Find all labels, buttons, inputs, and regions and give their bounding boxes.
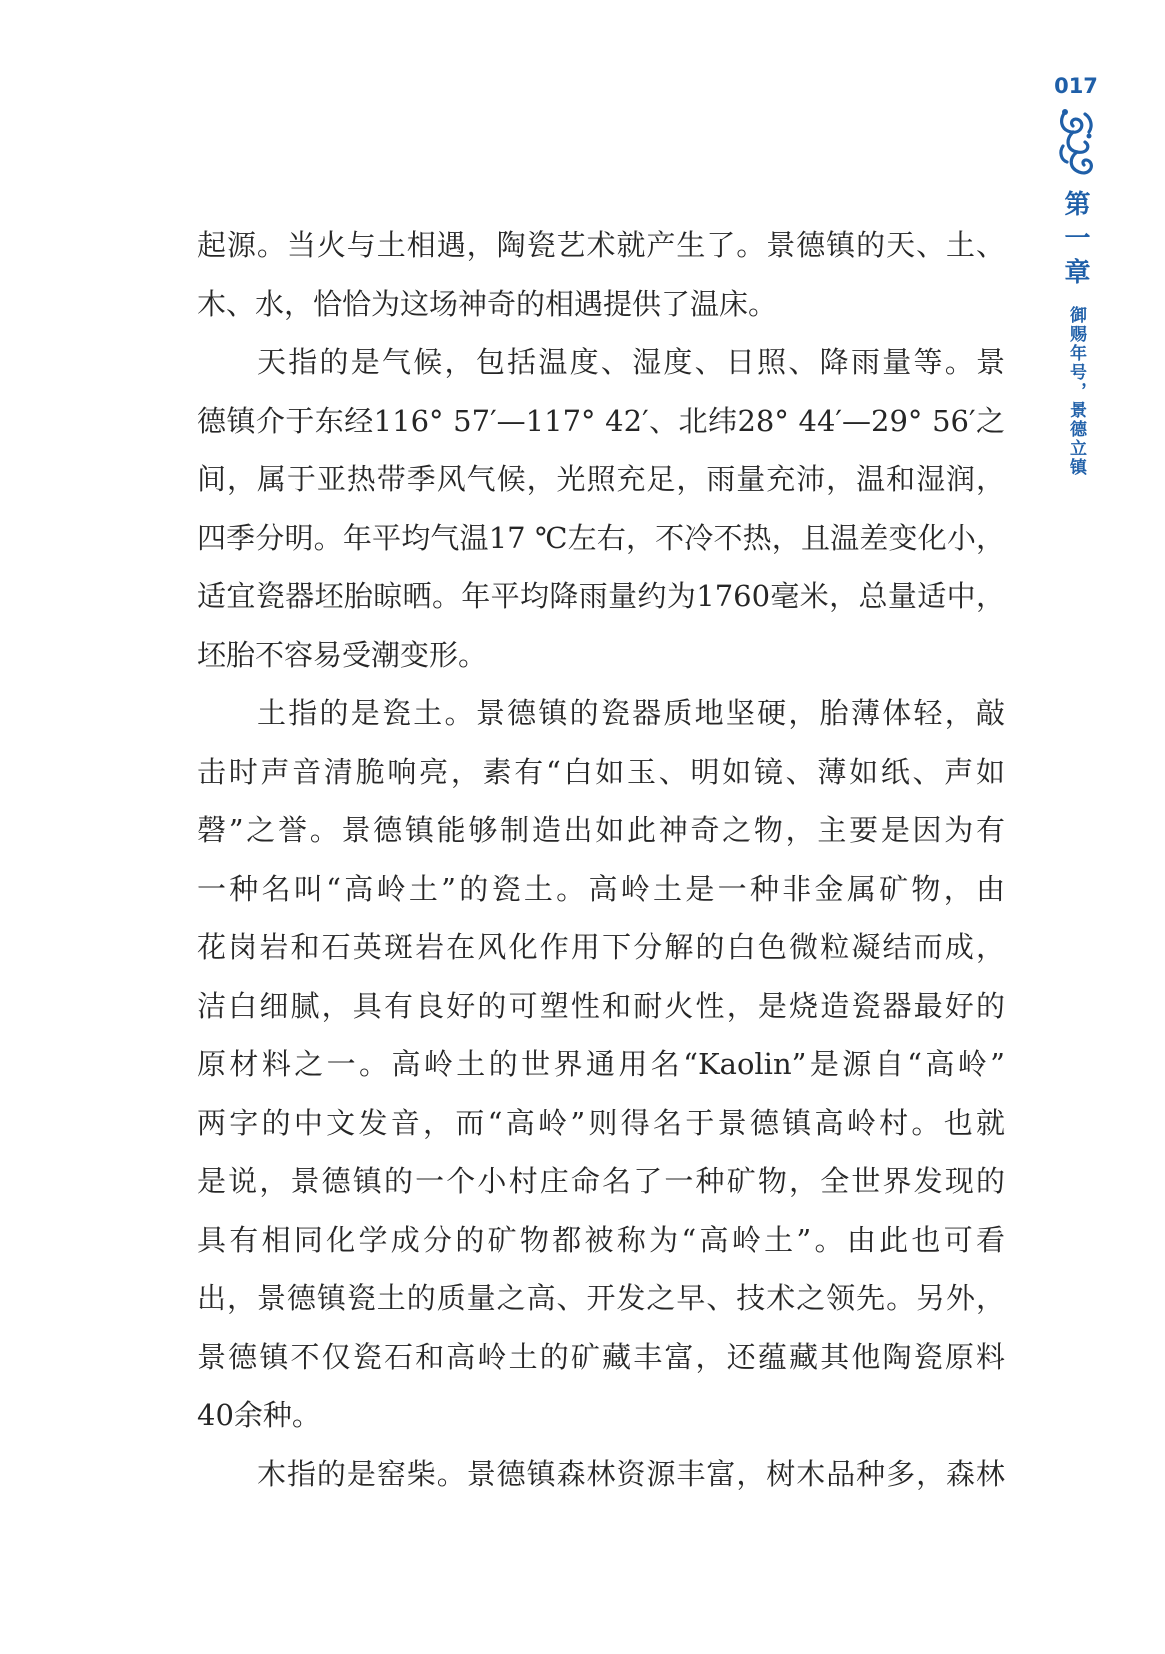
text-line: 花岗岩和石英斑岩在风化作用下分解的白色微粒凝结而成，: [197, 930, 1005, 964]
text-line: 起源。当火与土相遇，陶瓷艺术就产生了。景德镇的天、土、: [197, 228, 1005, 262]
paragraph-first-line: 天指的是气候，包括温度、湿度、日照、降雨量等。景: [257, 345, 1005, 379]
text-line: 是说，景德镇的一个小村庄命名了一种矿物，全世界发现的: [197, 1164, 1005, 1198]
text-line: 具有相同化学成分的矿物都被称为“高岭土”。由此也可看: [197, 1222, 1005, 1257]
chapter-title: 御赐年号，景德立镇: [1066, 306, 1086, 477]
text-line: 击时声音清脆响亮，素有“白如玉、明如镜、薄如纸、声如: [197, 754, 1005, 789]
chapter-label: 第一章: [1060, 190, 1090, 292]
text-line: 德镇介于东经116° 57′—117° 42′、北纬28° 44′—29° 56′之: [197, 403, 1005, 438]
paragraph-first-line: 木指的是窑柴。景德镇森林资源丰富，树木品种多，森林: [257, 1456, 1005, 1491]
text-line: 出，景德镇瓷土的质量之高、开发之早、技术之领先。另外，: [197, 1281, 1005, 1315]
scroll-ornament-icon: [1055, 106, 1099, 178]
text-line: 原材料之一。高岭土的世界通用名“Kaolin”是源自“高岭”: [197, 1047, 1005, 1081]
text-line: 景德镇不仅瓷石和高岭土的矿藏丰富，还蕴藏其他陶瓷原料: [197, 1339, 1005, 1374]
text-line: 坯胎不容易受潮变形。: [197, 637, 488, 672]
text-line: 两字的中文发音，而“高岭”则得名于景德镇高岭村。也就: [197, 1105, 1005, 1140]
page-number: 017: [1054, 74, 1098, 98]
text-line: 40余种。: [197, 1398, 321, 1432]
paragraph-first-line: 土指的是瓷土。景德镇的瓷器质地坚硬，胎薄体轻，敲: [257, 696, 1005, 730]
text-line: 四季分明。年平均气温17 ℃左右，不冷不热，且温差变化小，: [197, 520, 1005, 555]
text-line: 洁白细腻，具有良好的可塑性和耐火性，是烧造瓷器最好的: [197, 988, 1005, 1023]
text-line: 间，属于亚热带季风气候，光照充足，雨量充沛，温和湿润，: [197, 462, 1005, 496]
text-line: 一种名叫“高岭土”的瓷土。高岭土是一种非金属矿物，由: [197, 871, 1005, 906]
body-text: [197, 216, 1005, 1503]
text-line: 适宜瓷器坯胎晾晒。年平均降雨量约为1760毫米，总量适中，: [197, 579, 1005, 613]
text-line: 木、水，恰恰为这场神奇的相遇提供了温床。: [197, 286, 778, 321]
text-line: 磬”之誉。景德镇能够制造出如此神奇之物，主要是因为有: [197, 813, 1005, 847]
